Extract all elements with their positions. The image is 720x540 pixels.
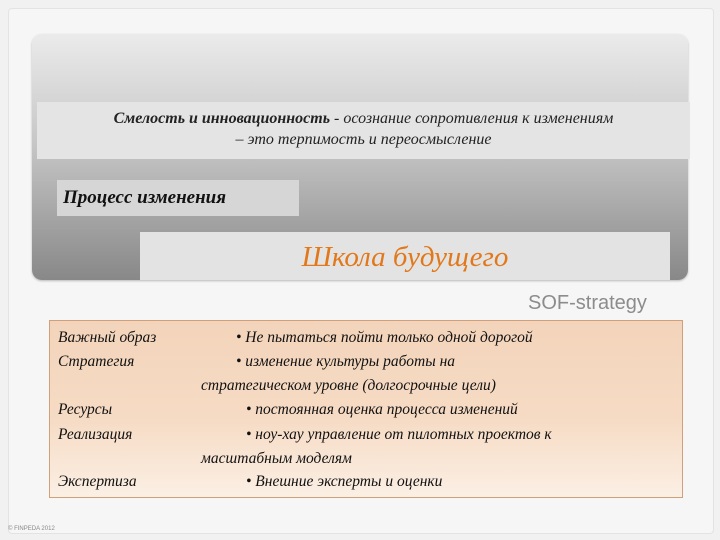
row-bullet-5: • Внешние эксперты и оценки bbox=[246, 473, 443, 490]
row-label-3: Ресурсы bbox=[58, 401, 113, 418]
row-continuation-2: стратегическом уровне (долгосрочные цели) bbox=[201, 377, 496, 394]
banner-line-2: – это терпимость и переосмысление bbox=[235, 131, 492, 148]
row-label-5: Экспертиза bbox=[58, 473, 137, 490]
row-bullet-1: • Не пытаться пойти только одной дорогой bbox=[236, 329, 533, 346]
row-label-1: Важный образ bbox=[58, 329, 157, 346]
banner bbox=[37, 102, 690, 159]
row-bullet-2: • изменение культуры работы на bbox=[236, 353, 456, 370]
footer-copyright: © FINPEDA 2012 bbox=[8, 526, 55, 532]
banner-line-1 bbox=[37, 108, 690, 129]
process-title: Процесс изменения bbox=[57, 180, 299, 216]
sof-strategy-label: SOF-strategy bbox=[528, 292, 647, 314]
row-bullet-4: • ноу-хау управление от пилотных проектов к bbox=[246, 426, 552, 443]
row-label-2: Стратегия bbox=[58, 353, 135, 370]
row-label-4: Реализация bbox=[58, 426, 133, 443]
banner-bold-text: Смелость и инновационность bbox=[113, 110, 331, 127]
row-bullet-3: • постоянная оценка процесса изменений bbox=[246, 401, 518, 418]
content-box bbox=[49, 320, 683, 498]
banner-rest-text: - осознание сопротивления к изменениям bbox=[330, 110, 614, 127]
school-title: Школа будущего bbox=[140, 232, 670, 280]
row-continuation-4: масштабным моделям bbox=[201, 450, 352, 467]
